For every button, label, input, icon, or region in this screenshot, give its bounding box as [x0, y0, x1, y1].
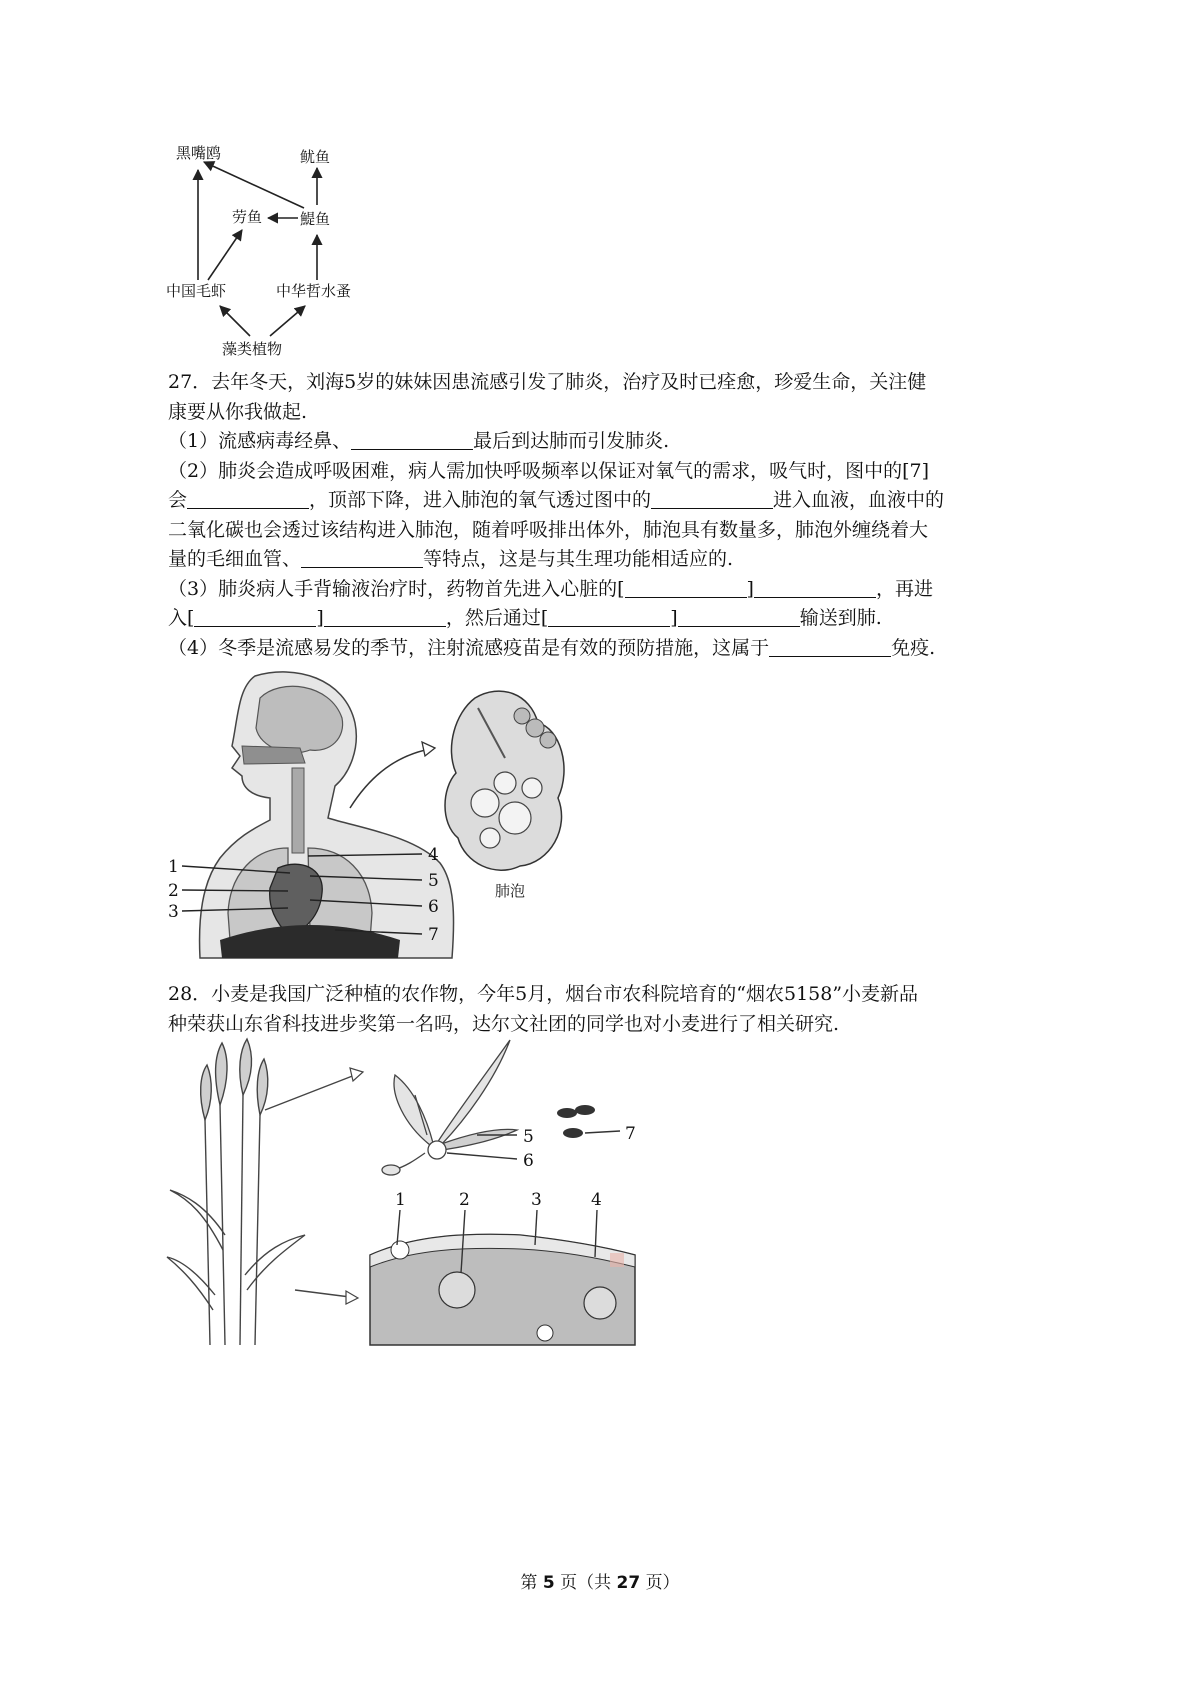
q27-p3-text-a: （3）肺炎病人手背输液治疗时，药物首先进入心脏的[ — [168, 577, 625, 600]
arrow-tiyu-heizuiou — [204, 162, 304, 208]
wheat-figure — [165, 1035, 655, 1355]
arrow-head-icon — [422, 742, 435, 756]
wheat-plant-shape — [167, 1039, 305, 1345]
label-6: 6 — [428, 897, 439, 917]
label-1: 1 — [395, 1190, 406, 1210]
q27-part3-line2 — [168, 604, 1048, 634]
label-5: 5 — [428, 871, 439, 891]
page-footer — [0, 1568, 1200, 1593]
answer-blank — [548, 606, 670, 627]
label-line-7 — [585, 1131, 620, 1133]
node-shuiyun: 中华哲水蚤 — [276, 282, 352, 300]
q27-p3-text-g: ] — [670, 607, 678, 629]
q27-p2-text-d: 量的毛细血管、 — [168, 548, 302, 570]
arrow-to-leaf-section — [295, 1290, 350, 1297]
q28-line2: 种荣获山东省科技进步奖第一名吗，达尔文社团的同学也对小麦进行了相关研究. — [168, 1012, 840, 1035]
q27-p2-text-b: ，顶部下降，进入肺泡的氧气透过图中的 — [309, 489, 652, 511]
question-28 — [168, 980, 1048, 1039]
label-2: 2 — [168, 881, 179, 901]
label-5: 5 — [523, 1127, 534, 1147]
q27-part1 — [168, 427, 1048, 457]
label-3: 3 — [531, 1190, 542, 1210]
q27-part4 — [168, 634, 1048, 664]
wheat-flower-shape — [382, 1040, 517, 1175]
label-line-1 — [397, 1210, 400, 1245]
q27-part2-line4 — [168, 545, 1048, 575]
label-7: 7 — [625, 1124, 636, 1144]
arrow-head-icon — [350, 1068, 363, 1081]
answer-blank — [301, 547, 423, 568]
label-1: 1 — [168, 857, 179, 877]
nasal-cavity-shape — [242, 746, 305, 764]
alveoli-cluster — [445, 691, 564, 870]
q27-p4-text-a: （4）冬季是流感易发的季节，注射流感疫苗是有效的预防措施，这属于 — [168, 636, 770, 659]
question-27 — [168, 368, 1048, 663]
q27-intro-line2: 康要从你我做起. — [168, 400, 308, 423]
answer-blank — [678, 606, 800, 627]
q27-p3-text-b: ] — [746, 577, 754, 600]
node-maoxia: 中国毛虾 — [166, 282, 227, 300]
node-laoyu: 劳鱼 — [232, 208, 263, 226]
arrow-to-alveoli — [350, 748, 435, 808]
q27-p1-text-a: （1）流感病毒经鼻、 — [168, 430, 352, 452]
q27-part3-line1 — [168, 575, 1048, 605]
footer-prefix: 第 — [520, 1573, 538, 1593]
q27-part2-line1: （2）肺炎会造成呼吸困难，病人需加快呼吸频率以保证对氧气的需求，吸气时，图中的[7] — [168, 459, 930, 482]
footer-page-number: 5 — [542, 1573, 555, 1593]
answer-blank — [187, 488, 309, 509]
q27-p2-text-e: 等特点，这是与其生理功能相适应的. — [423, 548, 734, 570]
q27-intro-line1: 27．去年冬天，刘海5岁的妹妹因患流感引发了肺炎，治疗及时已痊愈，珍爱生命，关注健 — [168, 371, 927, 393]
respiratory-system-figure — [160, 668, 600, 968]
node-youyu: 鱿鱼 — [300, 148, 331, 166]
arrow-zaolei-shuiyun — [270, 306, 305, 336]
label-line-6 — [447, 1153, 517, 1159]
footer-total-pages: 27 — [616, 1573, 641, 1593]
label-3: 3 — [168, 902, 179, 922]
answer-blank — [324, 606, 446, 627]
answer-blank — [754, 577, 876, 598]
footer-middle: 页（共 — [560, 1573, 612, 1593]
q27-p2-text-a: 会 — [168, 489, 188, 511]
label-7: 7 — [428, 925, 439, 945]
q27-p1-text-b: 最后到达肺而引发肺炎. — [473, 430, 670, 452]
label-line-2 — [182, 890, 288, 891]
q27-p2-text-c: 进入血液，血液中的 — [773, 489, 945, 511]
arrow-zaolei-maoxia — [220, 306, 250, 336]
q27-p4-text-b: 免疫. — [891, 636, 936, 659]
answer-blank — [769, 636, 891, 657]
food-web-diagram — [160, 140, 390, 365]
node-zaolei: 藻类植物 — [222, 340, 283, 358]
arrow-maoxia-laoyu — [208, 230, 242, 280]
label-4: 4 — [591, 1190, 602, 1210]
answer-blank — [651, 488, 773, 509]
label-2: 2 — [459, 1190, 470, 1210]
q27-part2-line2 — [168, 486, 1048, 516]
node-tiyu: 鯷鱼 — [300, 210, 331, 228]
q27-part2-line3: 二氧化碳也会透过该结构进入肺泡，随着呼吸排出体外，肺泡具有数量多，肺泡外缠绕着大 — [168, 518, 929, 541]
label-4: 4 — [428, 845, 439, 865]
node-heizuiou: 黑嘴鸥 — [176, 144, 222, 162]
q28-line1: 28．小麦是我国广泛种植的农作物，今年5月，烟台市农科院培育的“烟农5158”小麦新品 — [168, 983, 919, 1005]
q27-p3-text-h: 输送到肺. — [799, 607, 882, 629]
arrow-to-flower — [265, 1075, 355, 1110]
answer-blank — [625, 577, 747, 598]
alveoli-caption: 肺泡 — [495, 882, 526, 900]
answer-blank — [194, 606, 316, 627]
answer-blank — [351, 429, 473, 450]
footer-suffix: 页） — [645, 1573, 680, 1593]
trachea-shape — [292, 768, 304, 853]
q27-p3-text-c: ，再进 — [875, 577, 933, 600]
q27-p3-text-f: ，然后通过[ — [445, 607, 549, 629]
q27-p3-text-e: ] — [316, 607, 324, 629]
label-6: 6 — [523, 1151, 534, 1171]
arrow-head-icon — [346, 1291, 358, 1304]
q27-p3-text-d: 入[ — [168, 607, 195, 629]
